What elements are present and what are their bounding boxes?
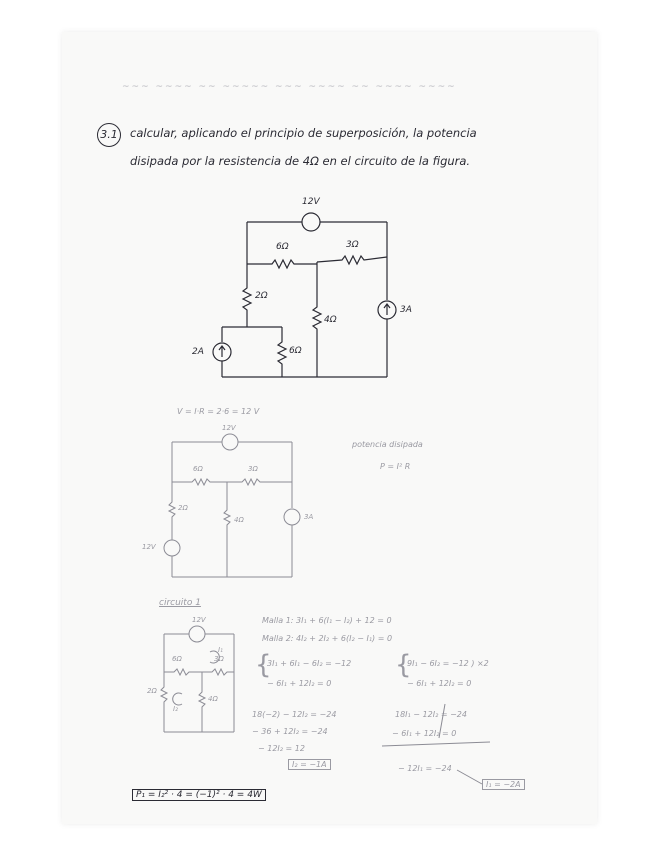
- problem-line-2: disipada por la resistencia de 4Ω en el circuito de la figura.: [130, 154, 471, 168]
- system-brace-a: {: [255, 650, 272, 680]
- label-2a: 2A: [192, 347, 204, 357]
- eq-result-i2: I₂ = −1A: [288, 759, 331, 770]
- power-note-formula: P = I² R: [380, 462, 411, 471]
- paper-sheet: [62, 32, 597, 824]
- eq-system-b-2: − 6I₁ + 12I₂ = 0: [407, 679, 472, 688]
- ci1-label-3ohm: 3Ω: [214, 655, 224, 663]
- eq-malla-2: Malla 2: 4I₂ + 2I₂ + 6(I₂ − I₁) = 0: [262, 634, 393, 643]
- eq-system-b-1: 9I₁ − 6I₂ = −12 ) ×2: [407, 659, 489, 668]
- eq-system-a-2: − 6I₁ + 12I₂ = 0: [267, 679, 332, 688]
- c2-label-6ohm: 6Ω: [193, 465, 203, 473]
- circuito-1-title: circuito 1: [159, 598, 201, 608]
- system-brace-b: {: [395, 650, 412, 680]
- power-note-title: potencia disipada: [352, 440, 423, 449]
- c2-label-4ohm: 4Ω: [234, 516, 244, 524]
- ci1-label-12v: 12V: [192, 616, 206, 624]
- eq-system-a-1: 3I₁ + 6I₁ − 6I₂ = −12: [267, 659, 352, 668]
- label-6ohm-b: 6Ω: [289, 346, 302, 356]
- bleed-through-text: ~~~ ~~~~ ~~ ~~~~~ ~~~ ~~~~ ~~ ~~~~ ~~~~: [122, 82, 457, 92]
- eq-elim-1: 18I₁ − 12I₂ = −24: [395, 710, 467, 719]
- label-3ohm: 3Ω: [346, 240, 359, 250]
- ohm-law-note: V = I·R = 2·6 = 12 V: [177, 407, 260, 416]
- label-3a: 3A: [400, 305, 412, 315]
- c2-label-12v-top: 12V: [222, 424, 236, 432]
- ci1-label-6ohm: 6Ω: [172, 655, 182, 663]
- c2-label-12v-left: 12V: [142, 543, 156, 551]
- eq-solve-1: 18(−2) − 12I₂ = −24: [252, 710, 337, 719]
- eq-solve-2: − 36 + 12I₂ = −24: [252, 727, 328, 736]
- label-6ohm: 6Ω: [276, 242, 289, 252]
- eq-elim-3: − 12I₁ = −24: [398, 764, 452, 773]
- label-2ohm: 2Ω: [255, 291, 268, 301]
- eq-result-i1: I₁ = −2A: [482, 779, 525, 790]
- problem-line-1: calcular, aplicando el principio de superposición, la potencia: [130, 126, 477, 140]
- ci1-label-2ohm: 2Ω: [147, 687, 157, 695]
- problem-number: 3.1: [97, 123, 121, 147]
- eq-elim-2: − 6I₁ + 12I₂ = 0: [392, 729, 457, 738]
- label-4ohm: 4Ω: [324, 315, 337, 325]
- c2-label-2ohm: 2Ω: [178, 504, 188, 512]
- eq-malla-1: Malla 1: 3I₁ + 6(I₁ − I₂) + 12 = 0: [262, 616, 392, 625]
- ci1-label-i2: I₂: [173, 705, 178, 713]
- c2-label-3a: 3A: [304, 513, 314, 521]
- eq-solve-3: − 12I₂ = 12: [258, 744, 305, 753]
- label-12v: 12V: [302, 197, 320, 207]
- c2-label-3ohm: 3Ω: [248, 465, 258, 473]
- elimination-lines: [62, 32, 597, 824]
- eq-power-result: P₁ = I₂² · 4 = (−1)² · 4 = 4W: [132, 789, 266, 801]
- ci1-label-4ohm: 4Ω: [208, 695, 218, 703]
- ci1-label-i1: I₁: [218, 646, 223, 654]
